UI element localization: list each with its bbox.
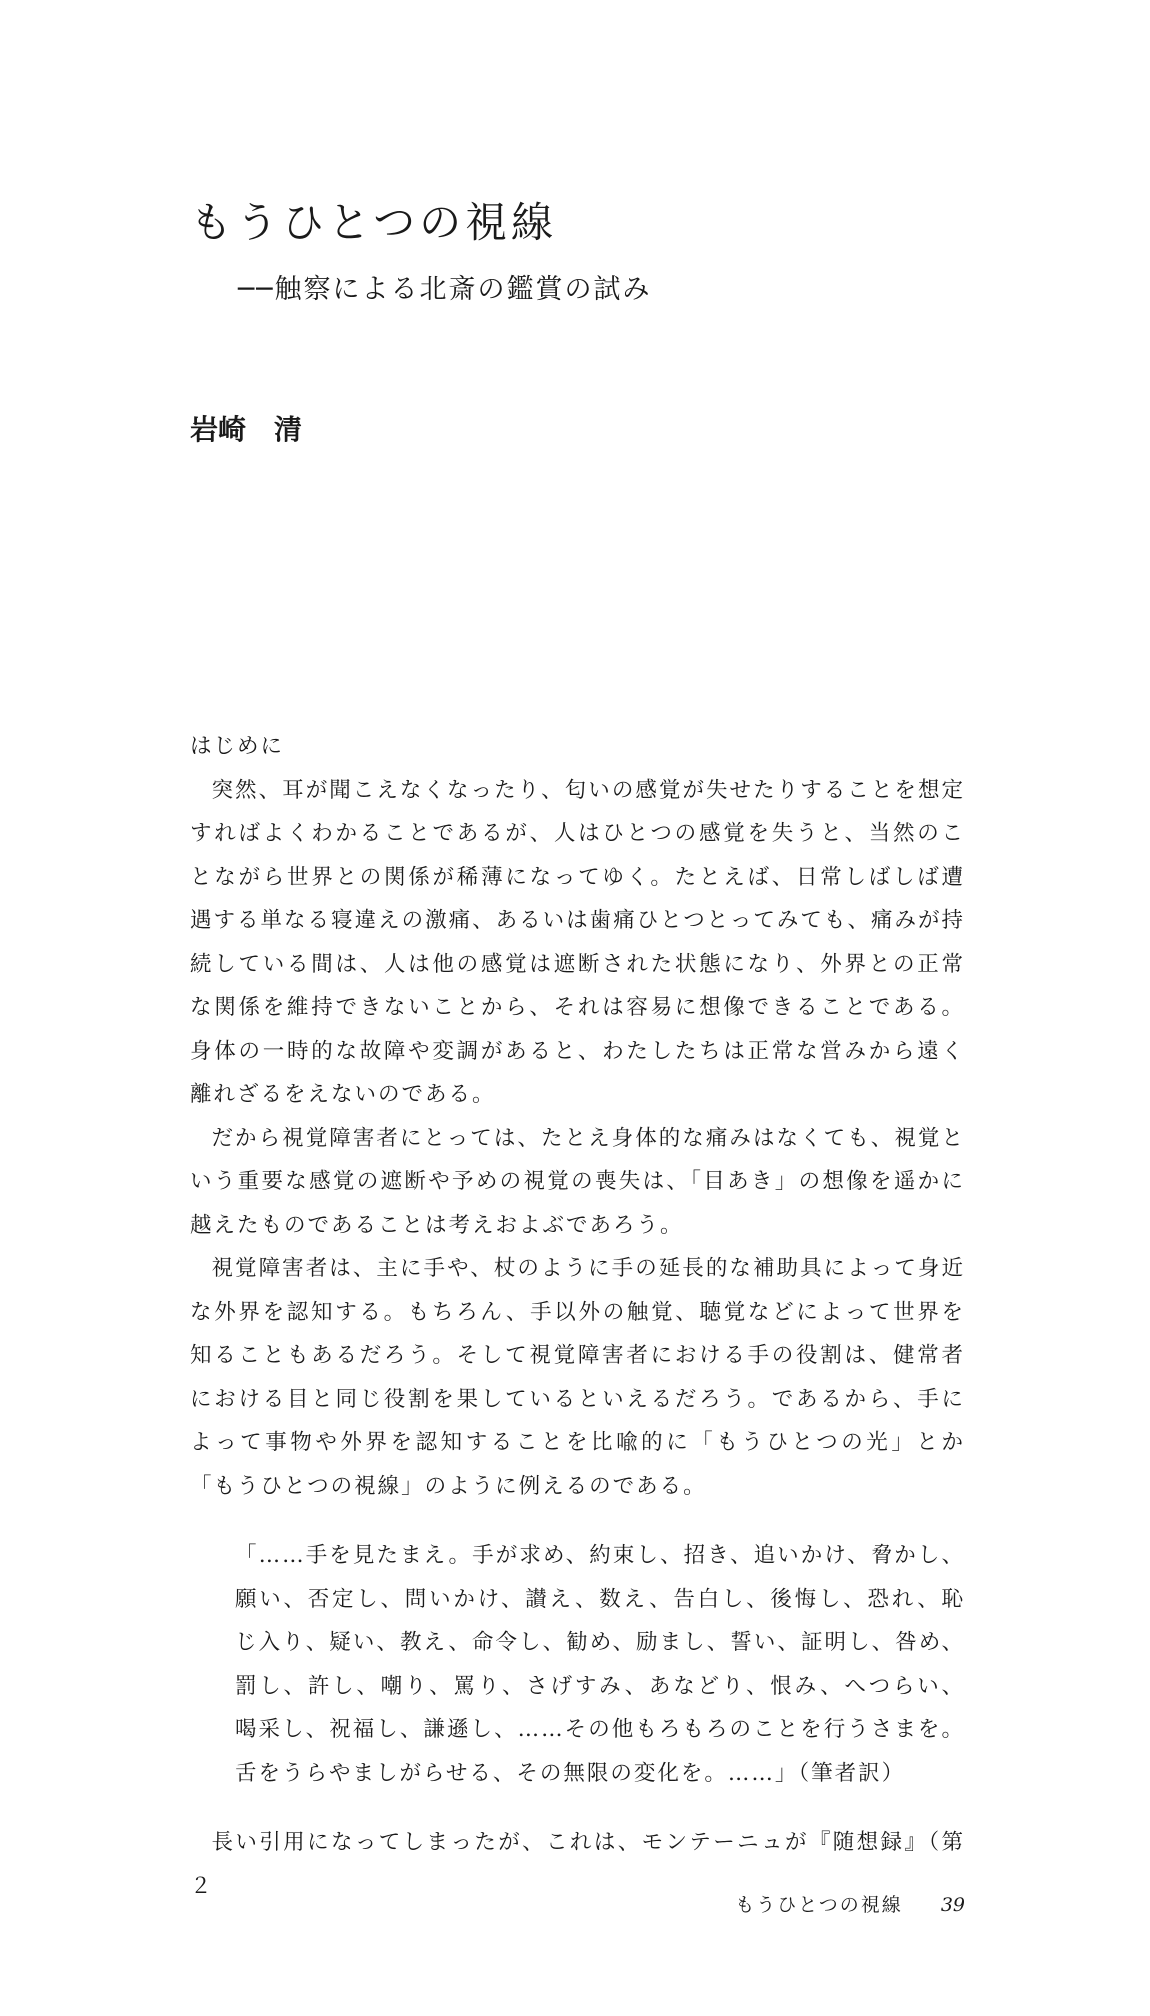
page-number: 39	[940, 1894, 965, 1916]
article-body	[190, 725, 965, 1908]
author-family-name: 岩崎	[190, 413, 247, 446]
running-title: もうひとつの視線	[735, 1894, 903, 1916]
article-subtitle: ──触察による北斎の鑑賞の試み	[238, 274, 652, 305]
article-title: もうひとつの視線	[190, 198, 558, 247]
paragraph: だから視覚障害者にとっては、たとえ身体的な痛みはなくても、視覚という重要な感覚の遮断や予めの視覚の喪失は、「目あき」の想像を遥かに越えたものであることは考えおよぶであろう。	[190, 1125, 965, 1238]
paragraph: 長い引用になってしまったが、これは、モンテーニュが『随想録』（第２	[190, 1830, 965, 1899]
quote-text: 「……手を見たまえ。手が求め、約束し、招き、追いかけ、脅かし、願い、否定し、問いかけ、讃え、数え、告白し、後悔し、恐れ、恥じ入り、疑い、教え、命令し、勧め、励まし、誓い、証明し、咎め、罰し、許し、嘲り、罵り、さげすみ、あなどり、恨み、へつらい、喝采し、祝福し、謙遜し、……その他もろもろのことを行うさまを。舌をうらやましがらせる、その無限の変化を。……」（筆者訳）	[235, 1543, 965, 1786]
author-name	[190, 410, 302, 450]
author-given-name: 清	[274, 413, 303, 446]
page-footer	[735, 1892, 965, 1918]
paragraph: 突然、耳が聞こえなくなったり、匂いの感覚が失せたりすることを想定すればよくわかることであるが、人はひとつの感覚を失うと、当然のことながら世界との関係が稀薄になってゆく。たとえば、日常しばしば遭遇する単なる寝違えの激痛、あるいは歯痛ひとつとってみても、痛みが持続している間は、人は他の感覚は遮断された状態になり、外界との正常な関係を維持できないことから、それは容易に想像できることである。身体の一時的な故障や変調があると、わたしたちは正常な営みから遠く離れざるをえないのである。	[190, 777, 965, 1107]
block-quote	[235, 1534, 965, 1795]
section-heading: はじめに	[190, 734, 285, 759]
paragraph: 視覚障害者は、主に手や、杖のように手の延長的な補助具によって身近な外界を認知する。もちろん、手以外の触覚、聴覚などによって世界を知ることもあるだろう。そして視覚障害者における手の役割は、健常者における目と同じ役割を果しているといえるだろう。であるから、手によって事物や外界を認知することを比喩的に「もうひとつの光」とか「もうひとつの視線」のように例えるのである。	[190, 1256, 965, 1499]
